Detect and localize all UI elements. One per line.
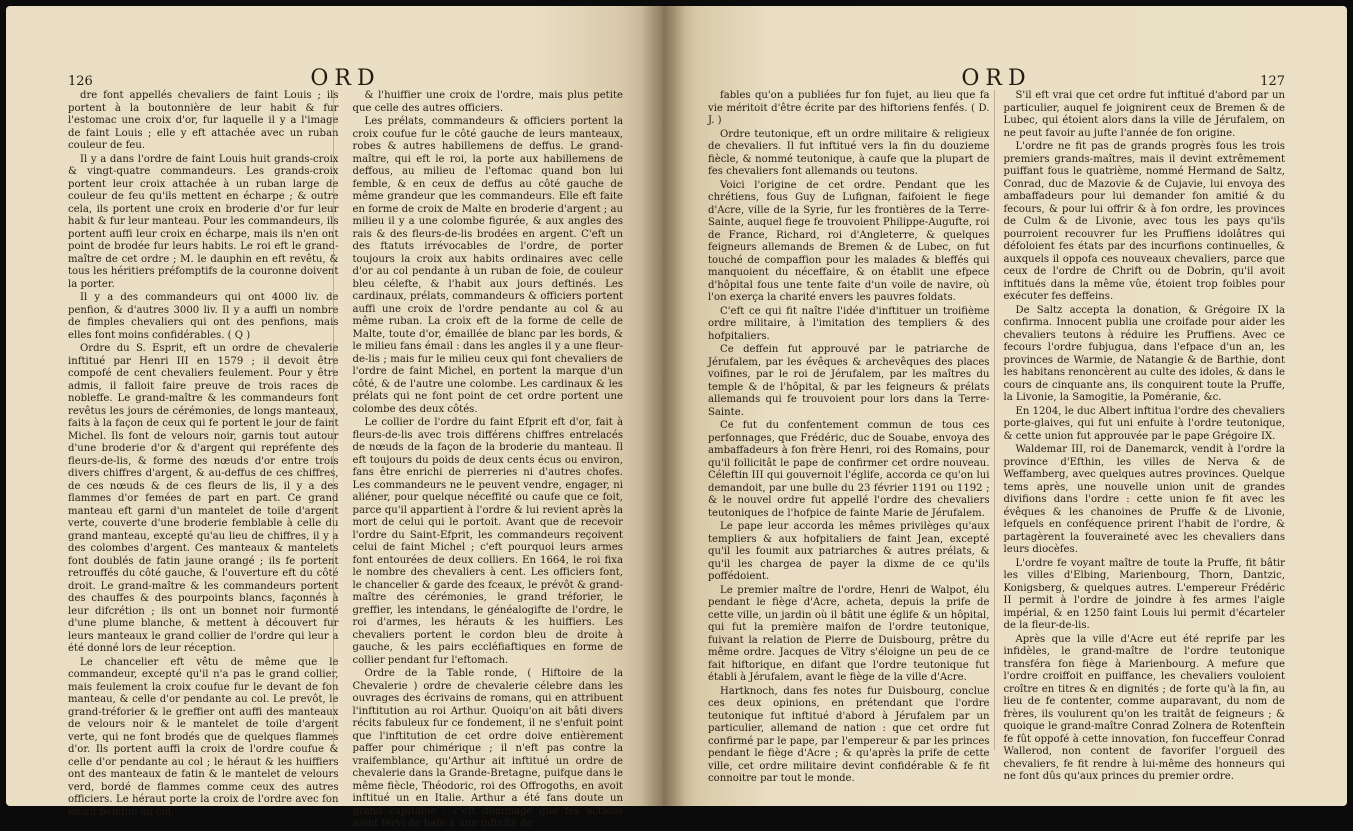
paragraph: Ce fut du confentement commun de tous ces perfonnages, que Frédéric, duc de Souabe, envoya des ambaffadeurs à fon frère Henri, roi des Romains, pour qu'il follicitât le pape de confirmer cet ordre nouveau. Céleftin III qui gouvernoit l'églife, accorda ce qu'on lui demandoit, par une bulle du 23 février 1191 ou 1192 ; & le nouvel ordre fut appellé l'ordre des chevaliers teutoniques de l'hofpice de fainte Marie de Jérufalem.: [708, 420, 990, 519]
paragraph: Ordre de la Table ronde, ( Hiftoire de la Chevalerie ) ordre de chevalerie célebre dans les ouvrages des écrivains de romans, qui en attribuent l'inftitution au roi Arthur. Quoiqu'on ait bâti divers récits fabuleux fur ce fondement, il ne s'enfuit point que l'inftitution de cet ordre doive entièrement paffer pour chimérique ; il n'eft pas contre la vraifemblance, qu'Arthur ait inftitué un ordre de chevalerie dans la Grande-Bretagne, puifque dans le même fiècle, Théodoric, roi des Offrogoths, en avoit inftitué un en Italie. Arthur a été fans doute un grand capitaine : c'eft dommage que fes actions aient fervi de bafe à une infinité de: [352, 668, 623, 829]
left-running-head: [68, 66, 623, 90]
running-head-word-left: ORD: [310, 66, 381, 91]
paragraph: C'eft ce qui fit naître l'idée d'inftituer un troifième ordre militaire, à l'imitation des templiers & des hofpitaliers.: [708, 305, 990, 342]
paragraph: Après que la ville d'Acre eut été reprife par les infidèles, le grand-maître de l'ordre teutonique transféra fon fiège à Marienbourg. A mefure que l'ordre croiffoit en puiffance, les chevaliers vouloient croître en titres & en dignités ; de forte qu'à la fin, au lieu de fe contenter, comme auparavant, du nom de frères, ils voulurent qu'on les traitât de feigneurs ; & quoique le grand-maître Conrad Zolnera de Rotenftein fe fût oppofé à cette innovation, fon fucceffeur Conrad Wallerod, non content de favorifer l'orgueil des chevaliers, fe fit rendre à lui-même des honneurs qui ne font dûs qu'aux princes du premier ordre.: [1003, 633, 1285, 782]
paragraph: Waldemar III, roi de Danemarck, vendit à l'ordre la province d'Efthin, les villes de Nerva & de Weffamberg, avec quelques autres provinces. Quelque tems après, une nouvelle union unit de grandes divifions dans l'ordre : cette union fe fit avec les évêques & les chanoines de Pruffe & de Livonie, lefquels en conféquence prirent l'habit de l'ordre, & partagèrent la fouveraineté avec les chevaliers dans leurs diocèfes.: [1003, 444, 1285, 555]
right-page: [663, 6, 1347, 806]
paragraph: Voici l'origine de cet ordre. Pendant que les chrétiens, fous Guy de Lufignan, faifoient le fiege d'Acre, ville de la Syrie, fur les frontières de la Terre-Sainte, auquel fiege fe trouvoient Philippe-Augufte, roi de France, Richard, roi d'Angleterre, & quelques feigneurs allemands de Bremen & de Lubec, on fut touché de compaffion pour les malades & bleffés qui manquoient du néceffaire, & on établit une efpece d'hôpital fous une tente faite d'un voile de navire, où l'on exerça la charité envers les pauvres foldats.: [708, 179, 990, 303]
paragraph: dre font appellés chevaliers de faint Louis ; ils portent à la boutonnière de leur habit & fur l'estomac une croix d'or, fur laquelle il y a l'image de faint Louis ; elle y eft attachée avec un ruban couleur de feu.: [68, 90, 339, 151]
left-column-1: [68, 90, 339, 818]
left-page: [6, 6, 663, 829]
paragraph: Hartknoch, dans fes notes fur Duisbourg, conclue ces deux opinions, en prétendant que l'ordre teutonique fut inftitué d'abord à Jérufalem par un particulier, allemand de nation : que cet ordre fut confirmé par le pape, par l'empereur & par les princes pendant le fiège d'Acre ; & qu'après la prife de cette ville, cet ordre militaire devint confidérable & fe fit connoitre par tout le monde.: [708, 685, 990, 784]
paragraph: L'ordre fe voyant maître de toute la Pruffe, fit bâtir les villes d'Elbing, Marienbourg, Thorn, Dantzic, Konigsberg, & quelques autres. L'empereur Frédéric II permit à l'ordre de joindre à fes armes l'aigle impérial, & en 1250 faint Louis lui permit d'écarteler de la fleur-de-lis.: [1003, 557, 1285, 631]
gutter-shadow: [663, 6, 685, 806]
paragraph: Les prélats, commandeurs & officiers portent la croix coufue fur le côté gauche de leurs manteaux, robes & autres habillemens de deffus. Le grand-maître, qui eft le roi, la porte aux habillemens de deffous, au milieu de l'eftomac quand bon lui femble, & en ceux de deffus au côté gauche de même grandeur que les commandeurs. Elle eft faite en forme de croix de Malte en broderie d'argent ; au milieu il y a une colombe figurée, & aux angles des rais & des fleurs-de-lis brodées en argent. C'eft un des ftatuts irrévocables de l'ordre, de porter toujours la croix aux habits ordinaires avec celle d'or au col pendante à un ruban de foie, de couleur bleu célefte, & l'habit aux jours deftinés. Les cardinaux, prélats, commandeurs & officiers portent auffi une croix de l'ordre pendante au col & au même ruban. La croix eft de la forme de celle de Malte, toute d'or, émaillée de blanc par les bords, & le milieu fans émail : dans les angles il y a une fleur-de-lis ; mais fur le milieu ceux qui font chevaliers de l'ordre de faint Michel, en portent la marque d'un côté, & de l'autre une colombe. Les cardinaux & les prélats qui ne font point de cet ordre portent une colombe des deux côtés.: [352, 116, 623, 415]
left-columns: [68, 90, 623, 829]
paragraph: De Saltz accepta la donation, & Grégoire IX la confirma. Innocent publia une croifade pour aider les chevaliers teutons à réduire les Pruffiens. Avec ce fecours l'ordre fubjugua, dans l'efpace d'un an, les provinces de Warmie, de Natangie & de Barthie, dont les habitans renoncèrent au culte des idoles, & dans le cours de cinquante ans, ils conquirent toute la Pruffe, la Livonie, la Samogitie, la Poméranie, &c.: [1003, 304, 1285, 403]
right-running-head: [708, 66, 1285, 90]
paragraph: & l'huiffier une croix de l'ordre, mais plus petite que celle des autres officiers.: [352, 90, 623, 114]
running-head-word-right: ORD: [961, 66, 1032, 91]
column-divider: [333, 90, 334, 750]
paragraph: Il y a dans l'ordre de faint Louis huit grands-croix & vingt-quatre commandeurs. Les grands-croix portent leur croix attachée à un ruban large de couleur de feu qu'ils mettent en écharpe ; & outre cela, ils portent une croix en broderie d'or fur leur habit & fur leur manteau. Pour les commandeurs, ils portent auffi leur croix en écharpe, mais ils n'en ont point de brodée fur leurs habits. Le roi eft le grand-maître de cet ordre ; M. le dauphin en eft revêtu, & tous les héritiers préfomptifs de la couronne doivent la porter.: [68, 153, 339, 290]
column-divider: [994, 90, 995, 750]
paragraph: Le pape leur accorda les mêmes privilèges qu'aux templiers & aux hofpitaliers de faint Jean, excepté qu'il les foumit aux patriarches & autres prélats, & qu'il les chargea de payer la dixme de ce qu'ils poffédoient.: [708, 521, 990, 582]
gutter-shadow: [641, 6, 663, 806]
paragraph: Il y a des commandeurs qui ont 4000 liv. de penfion, & d'autres 3000 liv. Il y a auffi un nombre de fimples chevaliers qui ont des penfions, mais elles font moins confidérables. ( Q ): [68, 292, 339, 341]
paragraph: fables qu'on a publiées fur fon fujet, au lieu que fa vie méritoit d'être écrite par des hiftoriens fenfés. ( D. J. ): [708, 90, 990, 126]
left-column-2: [352, 90, 624, 829]
paragraph: Ordre du S. Esprit, eft un ordre de chevalerie inftitué par Henri III en 1579 ; il devoit être compofé de cent chevaliers feulement. Pour y être admis, il falloit faire preuve de trois races de nobleffe. Le grand-maître & les commandeurs font revêtus les jours de cérémonies, de longs manteaux, faits à la façon de ceux qui fe portent le jour de faint Michel. Ils font de velours noir, garnis tout autour d'une broderie d'or & d'argent qui repréfente des fleurs-de-lis, & forme des nœuds d'or entre trois divers chiffres d'argent, & au-deffus de ces chiffres, de ces nœuds & de ces fleurs de lis, il y a des flammes d'or femées de part en part. Ce grand manteau eft garni d'un mantelet de toile d'argent verte, couverte d'une broderie femblable à celle du grand manteau, excepté qu'au lieu de chiffres, il y a des colombes d'argent. Ces manteaux & mantelets font doublés de fatin jaune orangé ; ils fe portent retrouffés du côté gauche, & l'ouverture eft du côté droit. Le grand-maître & les commandeurs portent des chauffes & des pourpoints blancs, façonnés à leur difcrétion ; ils ont un bonnet noir furmonté d'une plume blanche, & mettent à découvert fur leurs manteaux le grand collier de l'ordre qui leur a été donné lors de leur réception.: [68, 343, 339, 654]
right-column-1: [708, 90, 990, 784]
paragraph: S'il eft vrai que cet ordre fut inftitué d'abord par un particulier, auquel fe joignirent ceux de Bremen & de Lubec, qui étoient alors dans la ville de Jérufalem, on ne peut favoir au jufte l'année de fon origine.: [1003, 90, 1285, 139]
paragraph: Le premier maître de l'ordre, Henri de Walpot, élu pendant le fiège d'Acre, acheta, depuis la prife de cette ville, un jardin où il bâtit une églife & un hôpital, qui fut la première maifon de l'ordre teutonique, fuivant la relation de Pierre de Duisbourg, prêtre du même ordre. Jacques de Vitry s'éloigne un peu de ce fait hiftorique, en difant que l'ordre teutonique fut établi à Jérufalem, avant le fiège de la ville d'Acre.: [708, 584, 990, 683]
page-number-right: 127: [1260, 74, 1285, 89]
right-column-2: [1004, 90, 1286, 784]
paragraph: Ordre teutonique, eft un ordre militaire & religieux de chevaliers. Il fut inftitué vers la fin du douzieme fiècle, & nommé teutonique, à caufe que la plupart de fes chevaliers font allemands ou teutons.: [708, 128, 990, 177]
page-number-left: 126: [68, 74, 93, 89]
paragraph: En 1204, le duc Albert inftitua l'ordre des chevaliers porte-glaives, qui fut uni enfuite à l'ordre teutonique, & cette union fut approuvée par le pape Grégoire IX.: [1003, 405, 1285, 442]
paragraph: Le collier de l'ordre du faint Efprit eft d'or, fait à fleurs-de-lis avec trois différens chiffres entrelacés de nœuds de la façon de la broderie du manteau. Il eft toujours du poids de deux cents écus ou environ, fans être enrichi de pierreries ni d'autres chofes. Les commandeurs ne le peuvent vendre, engager, ni aliéner, pour quelque néceffité ou caufe que ce foit, parce qu'il appartient à l'ordre & lui revient après la mort de celui qui le portoit. Avant que de recevoir l'ordre du Saint-Efprit, les commandeurs reçoivent celui de faint Michel ; c'eft pourquoi leurs armes font entourées de deux colliers. En 1664, le roi fixa le nombre des chevaliers à cent. Les officiers font, le chancelier & garde des fceaux, le prévôt & grand-maître des cérémonies, le grand tréforier, le greffier, les intendans, le généalogifte de l'ordre, le roi d'armes, les hérauts & les huiffiers. Les chevaliers portent le cordon bleu de droite à gauche, & les pairs eccléfiaftiques en forme de collier pendant fur l'eftomach.: [352, 417, 623, 666]
book-spread: [6, 6, 1347, 829]
paragraph: L'ordre ne fit pas de grands progrès fous les trois premiers grands-maîtres, mais il devint extrêmement puiffant fous le quatrième, nommé Hermand de Saltz, Conrad, duc de Mazovie & de Cujavie, lui envoya des ambaffadeurs pour lui demander fon amitié & du fecours, & pour lui offrir & à fon ordre, les provinces de Culm & de Livonie, avec tous les pays qu'ils pourroient recouvrer fur les Pruffiens idolâtres qui défoloient fes états par des incurfions continuelles, & auxquels il oppofa ces nouveaux chevaliers, parce que ceux de l'ordre de Chrift ou de Dobrin, qu'il avoit inftitués dans la même vûe, étoient trop foibles pour exécuter fes deffeins.: [1003, 141, 1285, 302]
right-columns: [708, 90, 1285, 784]
paragraph: Ce deffein fut approuvé par le patriarche de Jérufalem, par les évêques & archevêques des places voifines, par le roi de Jérufalem, par les maîtres du temple & de l'hôpital, & par les feigneurs & prélats allemands qui fe trouvoient pour lors dans la Terre-Sainte.: [708, 344, 990, 418]
paragraph: Le chancelier eft vêtu de même que le commandeur, excepté qu'il n'a pas le grand collier, mais feulement la croix coufue fur le devant de fon manteau, & celle d'or pendante au col. Le prevôt, le grand-tréforier & le greffier ont auffi des manteaux de velours noir & le mantelet de toile d'argent verte, qui ne font brodés que de quelques flammes d'or. Ils portent auffi la croix de l'ordre coufue & celle d'or pendante au col ; le héraut & les huiffiers ont des manteaux de fatin & le mantelet de velours verd, bordé de flammes comme ceux des autres officiers. Le héraut porte la croix de l'ordre avec fon émail pendue au col,: [68, 656, 339, 818]
